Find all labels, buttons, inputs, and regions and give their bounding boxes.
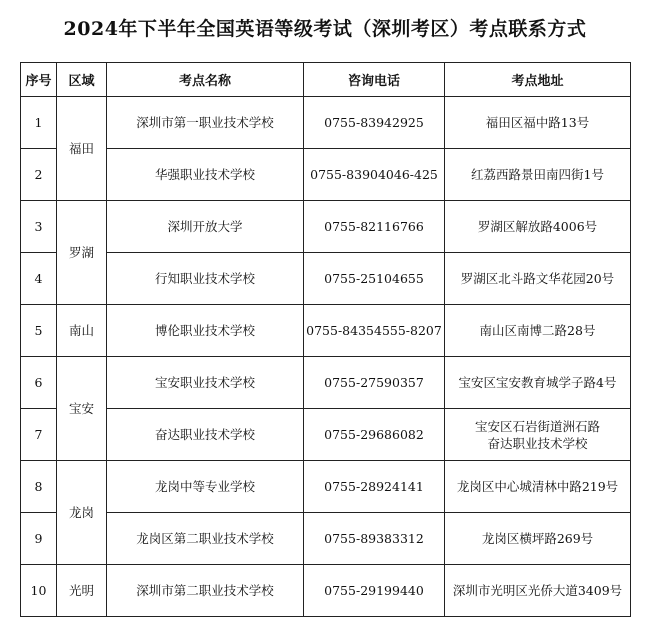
row-site-name: 博伦职业技术学校 bbox=[107, 305, 304, 357]
row-phone: 0755-29199440 bbox=[304, 565, 445, 617]
address-line: 奋达职业技术学校 bbox=[487, 435, 588, 451]
row-area: 光明 bbox=[57, 565, 107, 617]
row-site-name: 深圳市第一职业技术学校 bbox=[107, 97, 304, 149]
header-no: 序号 bbox=[21, 63, 57, 97]
row-address bbox=[445, 357, 631, 409]
address-line: 龙岗区中心城清林中路219号 bbox=[456, 479, 619, 494]
row-phone: 0755-28924141 bbox=[304, 461, 445, 513]
row-no: 8 bbox=[21, 461, 57, 513]
row-address bbox=[445, 513, 631, 565]
row-no: 4 bbox=[21, 253, 57, 305]
row-address bbox=[445, 409, 631, 461]
row-site-name: 龙岗中等专业学校 bbox=[107, 461, 304, 513]
row-site-name: 宝安职业技术学校 bbox=[107, 357, 304, 409]
address-line: 罗湖区北斗路文华花园20号 bbox=[460, 271, 615, 286]
row-phone: 0755-89383312 bbox=[304, 513, 445, 565]
row-phone: 0755-84354555-8207 bbox=[304, 305, 445, 357]
row-site-name: 奋达职业技术学校 bbox=[107, 409, 304, 461]
row-no: 7 bbox=[21, 409, 57, 461]
address-line: 宝安区石岩街道洲石路 bbox=[474, 418, 600, 434]
row-area: 南山 bbox=[57, 305, 107, 357]
table-header-row bbox=[21, 63, 631, 97]
row-phone: 0755-27590357 bbox=[304, 357, 445, 409]
address-line: 龙岗区横坪路269号 bbox=[481, 531, 594, 546]
row-site-name: 深圳市第二职业技术学校 bbox=[107, 565, 304, 617]
row-no: 3 bbox=[21, 201, 57, 253]
row-no: 9 bbox=[21, 513, 57, 565]
row-site-name: 行知职业技术学校 bbox=[107, 253, 304, 305]
row-no: 10 bbox=[21, 565, 57, 617]
row-no: 5 bbox=[21, 305, 57, 357]
table-row bbox=[21, 409, 631, 461]
row-area: 罗湖 bbox=[57, 201, 107, 305]
row-area: 福田 bbox=[57, 97, 107, 201]
header-site-name: 考点名称 bbox=[107, 63, 304, 97]
row-no: 6 bbox=[21, 357, 57, 409]
page-title: 2024年下半年全国英语等级考试（深圳考区）考点联系方式 bbox=[63, 18, 587, 40]
table-row bbox=[21, 357, 631, 409]
row-address bbox=[445, 149, 631, 201]
header-address: 考点地址 bbox=[445, 63, 631, 97]
row-area: 宝安 bbox=[57, 357, 107, 461]
table-row bbox=[21, 305, 631, 357]
address-line: 福田区福中路13号 bbox=[485, 115, 590, 130]
row-address bbox=[445, 201, 631, 253]
row-phone: 0755-82116766 bbox=[304, 201, 445, 253]
address-line: 罗湖区解放路4006号 bbox=[477, 219, 598, 234]
address-line: 深圳市光明区光侨大道3409号 bbox=[452, 583, 623, 598]
row-address bbox=[445, 253, 631, 305]
table-row bbox=[21, 149, 631, 201]
row-phone: 0755-83942925 bbox=[304, 97, 445, 149]
exam-site-table bbox=[20, 62, 631, 617]
row-address bbox=[445, 461, 631, 513]
header-area: 区域 bbox=[57, 63, 107, 97]
address-line: 红荔西路景田南四街1号 bbox=[471, 167, 604, 182]
address-line: 宝安区宝安教育城学子路4号 bbox=[458, 375, 617, 390]
row-no: 1 bbox=[21, 97, 57, 149]
address-line: 南山区南博二路28号 bbox=[479, 323, 596, 338]
header-phone: 咨询电话 bbox=[304, 63, 445, 97]
table-row bbox=[21, 253, 631, 305]
table-row bbox=[21, 97, 631, 149]
row-address bbox=[445, 97, 631, 149]
row-phone: 0755-29686082 bbox=[304, 409, 445, 461]
row-area: 龙岗 bbox=[57, 461, 107, 565]
table-row bbox=[21, 201, 631, 253]
row-site-name: 龙岗区第二职业技术学校 bbox=[107, 513, 304, 565]
row-phone: 0755-25104655 bbox=[304, 253, 445, 305]
row-site-name: 深圳开放大学 bbox=[107, 201, 304, 253]
row-address bbox=[445, 305, 631, 357]
row-address bbox=[445, 565, 631, 617]
table-row bbox=[21, 513, 631, 565]
row-site-name: 华强职业技术学校 bbox=[107, 149, 304, 201]
row-no: 2 bbox=[21, 149, 57, 201]
table-row bbox=[21, 565, 631, 617]
table-row bbox=[21, 461, 631, 513]
row-phone: 0755-83904046-425 bbox=[304, 149, 445, 201]
